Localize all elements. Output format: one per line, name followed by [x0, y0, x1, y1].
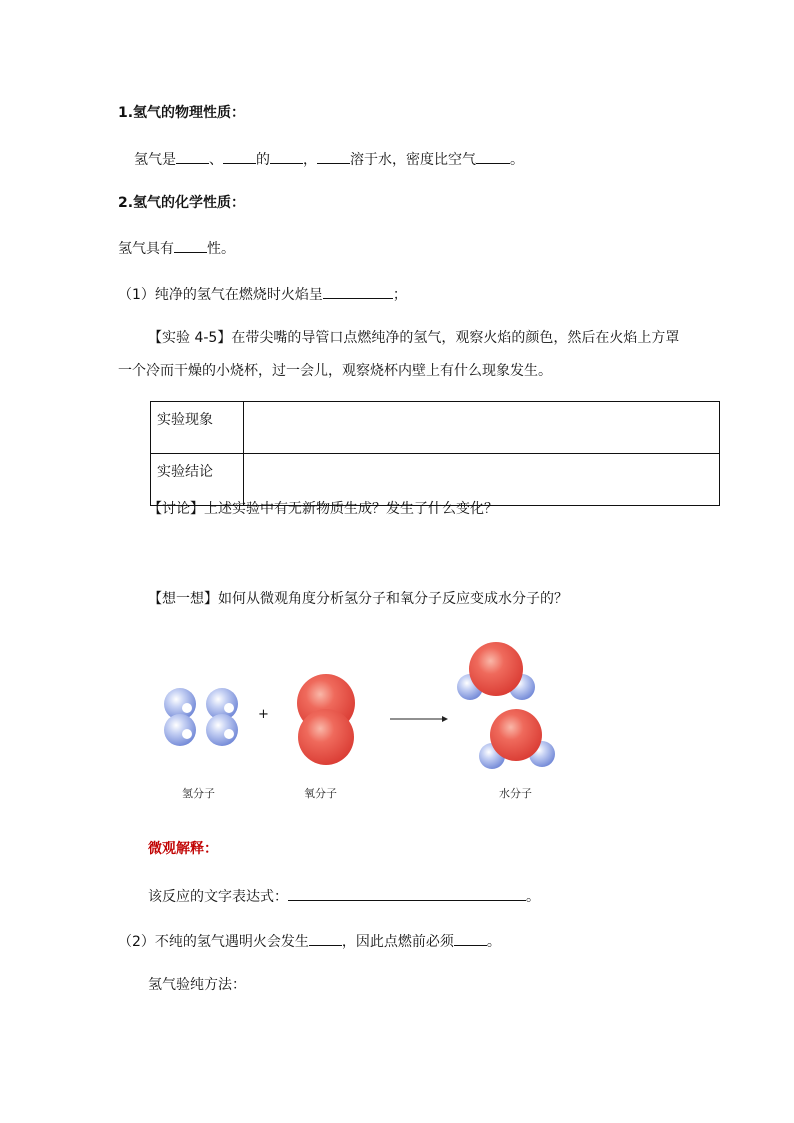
- discussion-prompt: 【讨论】上述实验中有无新物质生成？发生了什么变化？: [148, 501, 498, 517]
- fill-blank[interactable]: [454, 931, 487, 946]
- text-segment: 氢气是: [134, 152, 176, 168]
- micro-explanation-heading: 微观解释：: [148, 841, 218, 857]
- table-label: 实验结论: [151, 454, 244, 506]
- fill-blank[interactable]: [476, 149, 510, 164]
- fill-blank[interactable]: [309, 931, 342, 946]
- fill-blank[interactable]: [176, 149, 209, 164]
- question-1: [118, 284, 407, 304]
- text-segment: ；: [392, 287, 407, 303]
- reaction-arrow: [390, 714, 450, 724]
- text-segment: ，: [303, 152, 317, 168]
- caption-water-molecule: 水分子: [499, 787, 532, 800]
- fill-blank[interactable]: [223, 149, 256, 164]
- oxygen-molecule-illustration: [294, 673, 358, 765]
- table-row: [151, 454, 720, 506]
- text-segment: 。: [526, 889, 540, 905]
- question-2: [118, 931, 501, 951]
- text-segment: 溶于水，密度比空气: [350, 152, 476, 168]
- property-line: [118, 238, 235, 258]
- physical-properties-line: [134, 149, 524, 169]
- word-equation-line: [148, 886, 540, 906]
- purity-test-method: 氢气验纯方法：: [148, 977, 246, 993]
- fill-blank[interactable]: [288, 886, 526, 901]
- text-segment: 该反应的文字表达式：: [148, 889, 288, 905]
- experiment-line-1: 【实验 4-5】在带尖嘴的导管口点燃纯净的氢气，观察火焰的颜色，然后在火焰上方罩: [148, 330, 680, 346]
- text-segment: （2）不纯的氢气遇明火会发生: [118, 934, 309, 950]
- hydrogen-molecules-illustration: [160, 686, 246, 748]
- table-label: 实验现象: [151, 402, 244, 454]
- plus-sign: +: [258, 707, 269, 722]
- water-molecule-illustration: [456, 640, 538, 710]
- fill-blank[interactable]: [270, 149, 303, 164]
- text-segment: 性。: [207, 241, 235, 257]
- text-segment: 。: [486, 934, 501, 950]
- text-segment: 。: [510, 152, 524, 168]
- table-row: [151, 402, 720, 454]
- caption-hydrogen-molecule: 氢分子: [182, 787, 215, 800]
- caption-oxygen-molecule: 氧分子: [304, 787, 337, 800]
- section-title-chemical: 2.氢气的化学性质：: [118, 195, 246, 211]
- think-prompt: 【想一想】如何从微观角度分析氢分子和氧分子反应变成水分子的？: [148, 591, 568, 607]
- fill-blank[interactable]: [174, 238, 207, 253]
- text-segment: 的: [256, 152, 270, 168]
- experiment-line-2: 一个冷而干燥的小烧杯，过一会儿，观察烧杯内壁上有什么现象发生。: [118, 363, 552, 379]
- text-segment: 、: [209, 152, 223, 168]
- table-answer-cell[interactable]: [244, 402, 720, 454]
- fill-blank[interactable]: [323, 284, 393, 299]
- section-title-physical: 1.氢气的物理性质：: [118, 105, 246, 121]
- text-segment: ，因此点燃前必须: [341, 934, 454, 950]
- text-segment: （1）纯净的氢气在燃烧时火焰呈: [118, 287, 323, 303]
- table-answer-cell[interactable]: [244, 454, 720, 506]
- experiment-table: [150, 401, 720, 506]
- fill-blank[interactable]: [317, 149, 350, 164]
- water-molecule-illustration: [476, 708, 558, 772]
- text-segment: 氢气具有: [118, 241, 174, 257]
